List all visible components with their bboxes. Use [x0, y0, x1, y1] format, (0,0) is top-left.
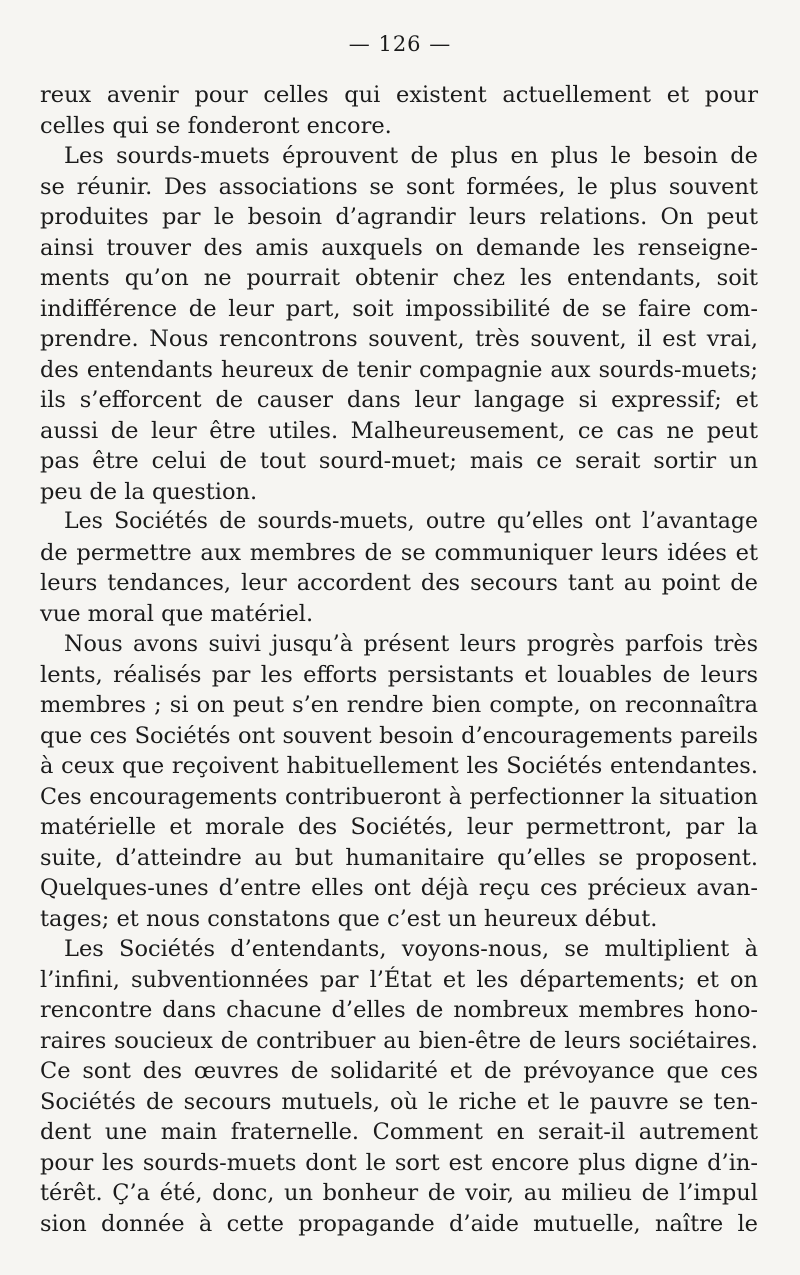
text-line: vue moral que matériel. — [40, 600, 314, 627]
text-line: l’infini, subventionnées par l’État et les départements; et on — [40, 966, 758, 993]
text-line: Les Sociétés de sourds-muets, outre qu’elles ont l’avantage — [64, 509, 758, 534]
text-line: ainsi trouver des amis auxquels on demande les renseigne- — [40, 234, 758, 261]
text-line: suite, d’atteindre au but humanitaire qu’elles se proposent. — [40, 844, 758, 871]
text-line: membres ; si on peut s’en rendre bien compte, on reconnaîtra — [40, 692, 758, 718]
text-line: celles qui se fonderont encore. — [40, 112, 392, 139]
text-line: Les Sociétés d’entendants, voyons-nous, se multiplient à — [64, 936, 758, 962]
page-number: — 126 — — [348, 32, 452, 56]
text-line: pour les sourds-muets dont le sort est encore plus digne d’in- — [40, 1149, 758, 1176]
text-line: produites par le besoin d’agrandir leurs relations. On peut — [40, 204, 758, 230]
text-line: Ce sont des œuvres de solidarité et de prévoyance que ces — [40, 1058, 758, 1084]
text-line: dent une main fraternelle. Comment en serait-il autrement — [40, 1119, 758, 1145]
text-line: sion donnée à cette propagande d’aide mutuelle, naître le — [40, 1210, 758, 1237]
text-line: se réunir. Des associations se sont formées, le plus souvent — [40, 173, 758, 200]
text-line: à ceux que reçoivent habituellement les Sociétés entendantes. — [40, 753, 758, 779]
text-line: térêt. Ç’a été, donc, un bonheur de voir, au milieu de l’impul — [40, 1180, 758, 1206]
text-line: matérielle et morale des Sociétés, leur permettront, par la — [40, 814, 758, 840]
body-text — [40, 80, 758, 1239]
text-line: que ces Sociétés ont souvent besoin d’encouragements pareils — [40, 722, 758, 749]
text-line: rencontre dans chacune d’elles de nombreux membres hono- — [40, 997, 758, 1023]
text-line: Ces encouragements contribueront à perfectionner la situation — [40, 783, 758, 810]
text-line: reux avenir pour celles qui existent actuellement et pour — [40, 82, 758, 108]
text-line: peu de la question. — [40, 478, 258, 505]
text-line: Quelques-unes d’entre elles ont déjà reçu ces précieux avan- — [40, 875, 758, 901]
text-line: ils s’efforcent de causer dans leur langage si expressif; et — [40, 387, 758, 413]
text-line: des entendants heureux de tenir compagnie aux sourds-muets; — [40, 356, 758, 383]
text-line: Les sourds-muets éprouvent de plus en plus le besoin de — [64, 143, 758, 169]
text-line: ments qu’on ne pourrait obtenir chez les entendants, soit — [40, 265, 758, 291]
text-line: pas être celui de tout sourd-muet; mais ce serait sortir un — [40, 448, 758, 474]
text-line: aussi de leur être utiles. Malheureusement, ce cas ne peut — [40, 417, 758, 444]
text-line: indifférence de leur part, soit impossibilité de se faire com- — [40, 295, 758, 322]
text-line: leurs tendances, leur accordent des secours tant au point de — [40, 570, 758, 596]
text-line: Sociétés de secours mutuels, où le riche et le pauvre se ten- — [40, 1088, 758, 1115]
text-line: lents, réalisés par les efforts persistants et louables de leurs — [40, 661, 758, 688]
text-line: de permettre aux membres de se communiquer leurs idées et — [40, 539, 758, 566]
text-line: tages; et nous constatons que c’est un heureux début. — [40, 905, 658, 932]
text-line: raires soucieux de contribuer au bien-être de leurs sociétaires. — [40, 1027, 758, 1054]
text-line: Nous avons suivi jusqu’à présent leurs progrès parfois très — [64, 631, 758, 657]
text-line: prendre. Nous rencontrons souvent, très souvent, il est vrai, — [40, 326, 758, 352]
